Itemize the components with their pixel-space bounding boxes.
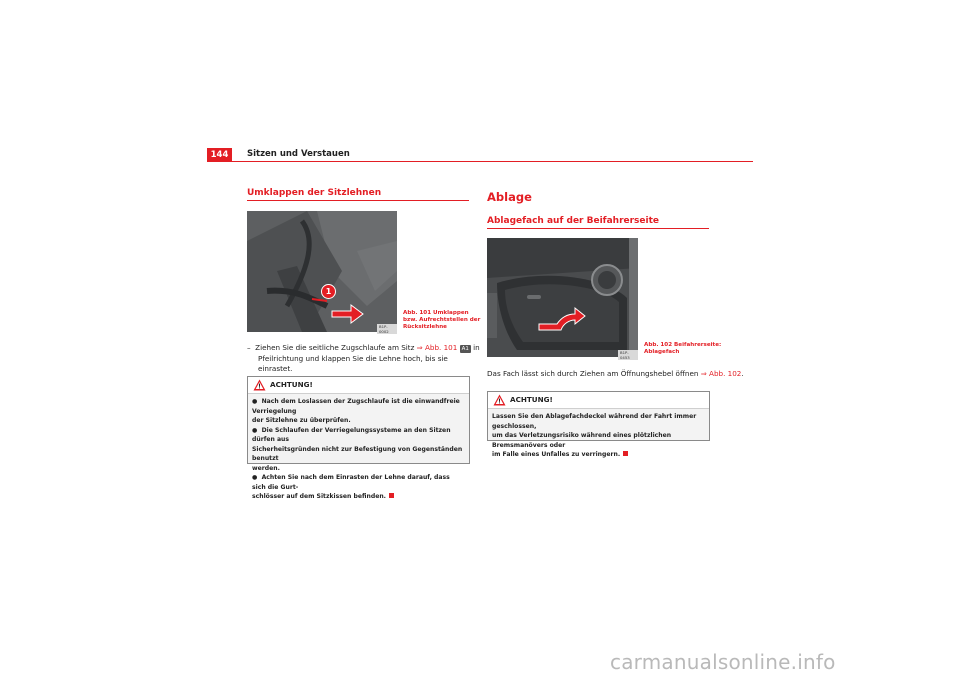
header-divider (207, 161, 753, 162)
section-end-marker (623, 451, 628, 456)
xref-arrow: ⇒ (416, 343, 423, 352)
warning-box-seatback (247, 376, 470, 500)
callout-badge-a1: A1 (461, 346, 469, 352)
warning-box-glovebox (487, 391, 710, 458)
section-title-seatbacks: Umklappen der Sitzlehnen (247, 188, 382, 198)
bullet-icon: ● (252, 398, 258, 405)
warning-body: Lassen Sie den Ablagefachdeckel während der Fahrt immer geschlossen, um das Verletzungsrisiko während eines plötzlichen Bremsmanövers oder im Falle eines Unfalles zu verringern. (492, 413, 697, 458)
section-title-glovebox: Ablagefach auf der Beifahrerseite (487, 216, 660, 226)
section-end-marker (389, 493, 394, 498)
bullet-icon: ● (252, 426, 258, 434)
callout-marker-1: 1 (321, 284, 336, 299)
figure-code: B1P-0002 (377, 324, 397, 334)
seatback-illustration (247, 211, 397, 332)
figure-seatback (247, 211, 397, 332)
watermark: carmanualsonline.info (610, 650, 836, 674)
section-divider (247, 200, 469, 201)
chapter-heading-ablage: Ablage (487, 190, 532, 204)
bullet-icon: ● (252, 474, 258, 481)
xref-arrow: ⇒ (700, 369, 707, 378)
page-number: 144 (207, 148, 232, 162)
warning-title: ACHTUNG! (270, 380, 313, 389)
figure-caption-102: Abb. 102 Beifahrerseite: Ablagefach (644, 342, 722, 355)
xref-link-abb102[interactable]: Abb. 102 (706, 369, 742, 378)
glovebox-illustration (487, 238, 638, 357)
warning-triangle-icon (493, 394, 506, 406)
instruction-step: – Ziehen Sie die seitliche Zugschlaufe am Sitz ⇒ Abb. 101 A1 in Pfeilrichtung und klappen Sie die Lehne hoch, bis sie einrastet. (247, 343, 480, 373)
section-divider (487, 228, 709, 229)
step-dash: – (247, 343, 251, 352)
xref-link-abb101[interactable]: Abb. 101 (422, 343, 458, 352)
figure-code: B1P-0453 (618, 350, 638, 360)
warning-triangle-icon (253, 379, 266, 391)
glovebox-body-text: Das Fach lässt sich durch Ziehen am Öffnungshebel öffnen ⇒ Abb. 102. (487, 369, 744, 378)
warning-title: ACHTUNG! (510, 395, 553, 404)
chapter-title: Sitzen und Verstauen (247, 149, 350, 159)
figure-caption-101: Abb. 101 Umklappen bzw. Aufrechtstellen der Rücksitzlehne (403, 310, 481, 330)
warning-body: ● Nach dem Loslassen der Zugschlaufe ist die einwandfreie Verriegelung der Sitzlehne zu überprüfen. ● Die Schlaufen der Verriegelungssysteme an den Sitzen dürfen aus Sicherheitsgründen nicht zur Befestigung von Gegenständen benutzt werden. ● Achten Sie nach dem Einrasten der Lehne darauf, dass sich die Gurt- schlösser auf dem Sitzkissen befinden. (252, 398, 463, 500)
figure-glovebox (487, 238, 638, 360)
